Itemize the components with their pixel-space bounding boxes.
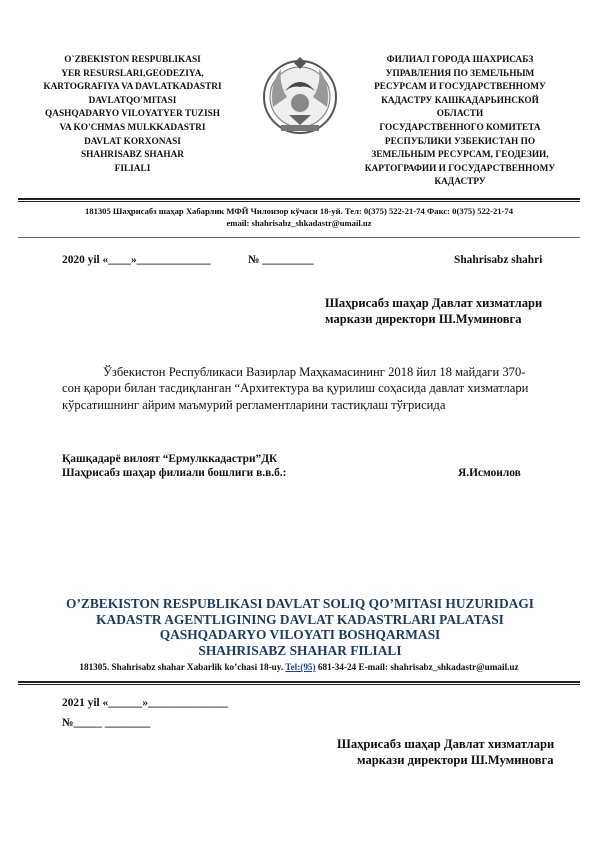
document-number-line: № _________ xyxy=(248,254,314,266)
address-divider xyxy=(18,237,580,238)
state-emblem-icon xyxy=(259,55,341,137)
header-left-line: QASHQADARYO VILOYATYER TUZISH xyxy=(45,109,220,120)
date-line: 2021 yil «______»______________ xyxy=(62,697,228,709)
header-right-line: РЕСПУБЛИКИ УЗБЕКИСТАН ПО xyxy=(384,136,536,147)
header2-line: QASHQADARYO VILOYATI BOSHQARMASI xyxy=(159,627,441,642)
header-left-line: FILIALI xyxy=(114,163,151,174)
header2-line: O’ZBEKISTON RESPUBLIKASI DAVLAT SOLIQ QO’MITASI HUZURIDAGI xyxy=(66,596,534,611)
header-left-line: SHAHRISABZ SHAHAR xyxy=(80,150,185,161)
header-left-line: YER RESURSLARI,GEODEZIYA, xyxy=(61,68,204,79)
header2-address xyxy=(18,662,580,672)
header-left-line: KARTOGRAFIYA VA DAVLATKADASTRI xyxy=(43,82,222,93)
header2-org-name xyxy=(20,596,580,658)
header-email: email: shahrisabz_shkadastr@umail.uz xyxy=(226,218,372,228)
header-right-line: ЗЕМЕЛЬНЫМ РЕСУРСАМ, ГЕОДЕЗИИ, xyxy=(371,150,549,161)
header-left-line: O`ZBEKISTON RESPUBLIKASI xyxy=(64,55,201,65)
header2-address-suffix: 681-34-24 E-mail: shahrisabz_shkadastr@umail.uz xyxy=(315,662,519,672)
header2-divider xyxy=(18,681,580,683)
header2-divider xyxy=(18,684,580,685)
header-left-line: VA KO'CHMAS MULKKADASTRI xyxy=(59,122,206,133)
recipient-line: Шаҳрисабз шаҳар Давлат хизматлари xyxy=(337,737,555,751)
header-right-line: КАДАСТРУ xyxy=(434,177,486,188)
city-name: Shahrisabz shahri xyxy=(454,254,543,266)
recipient-line: маркази директори Ш.Муминовга xyxy=(325,312,522,326)
header-right-org-name xyxy=(350,54,570,190)
header2-line: SHAHRISABZ SHAHAR FILIALI xyxy=(198,642,402,658)
header-left-line: DAVLATQO'MITASI xyxy=(88,95,177,106)
header-divider xyxy=(18,198,580,200)
header-right-line: КАДАСТРУ КАШКАДАРЬИНСКОЙ xyxy=(381,95,539,106)
header-right-line: ФИЛИАЛ ГОРОДА ШАХРИСАБЗ xyxy=(386,55,534,65)
header-address: 181305 Шаҳрисабз шаҳар Хабарлик МФЙ Чилонзор кўчаси 18-уй. Тел: 0(375) 522-21-74 Факс: 0(375) 522-21-74 xyxy=(84,206,514,216)
header2-address-prefix: 181305. Shahrisabz shahar Xabarlik ko’chasi 18-uy. xyxy=(79,662,286,672)
header2-line: KADASTR AGENTLIGINING DAVLAT KADASTRLARI PALATASI xyxy=(96,611,504,627)
recipient-line: Шаҳрисабз шаҳар Давлат хизматлари xyxy=(325,296,543,310)
signature-title: Шаҳрисабз шаҳар филиали бошлиги в.в.б.: xyxy=(62,467,287,479)
header-right-line: ГОСУДАРСТВЕННОГО КОМИТЕТА xyxy=(379,122,541,133)
recipient-line: маркази директори Ш.Муминовга xyxy=(357,753,554,767)
phone-link[interactable]: Tel:(95) xyxy=(285,662,316,672)
header-right-line: ОБЛАСТИ xyxy=(436,109,484,120)
date-line: 2020 yil «____»_____________ xyxy=(62,254,211,266)
header-right-line: КАРТОГРАФИИ И ГОСУДАРСТВЕННОМУ xyxy=(364,163,556,174)
body-text-line: Ўзбекистон Республикаси Вазирлар Маҳкамасининг 2018 йил 18 майдаги 370- xyxy=(103,365,526,379)
header-left-line: DAVLAT KORXONASI xyxy=(84,136,181,147)
header-left-org-name xyxy=(20,54,245,176)
signature-name: Я.Исмоилов xyxy=(458,467,521,479)
header-right-line: РЕСУРСАМ И ГОСУДАРСТВЕННОМУ xyxy=(374,82,546,93)
signature-org: Қашқадарё вилоят “Ермулккадастри”ДК xyxy=(62,453,278,465)
body-text-line: кўрсатишнинг айрим маъмурий регламентларини тастиқлаш тўғрисида xyxy=(62,398,446,412)
header-divider xyxy=(18,201,580,202)
header-right-line: УПРАВЛЕНИЯ ПО ЗЕМЕЛЬНЫМ xyxy=(385,68,535,79)
body-text-line: сон қарори билан тасдиқланган “Архитектура ва қурилиш соҳасида давлат хизматлари xyxy=(62,381,529,395)
document-number-line: №_____ ________ xyxy=(62,717,151,729)
